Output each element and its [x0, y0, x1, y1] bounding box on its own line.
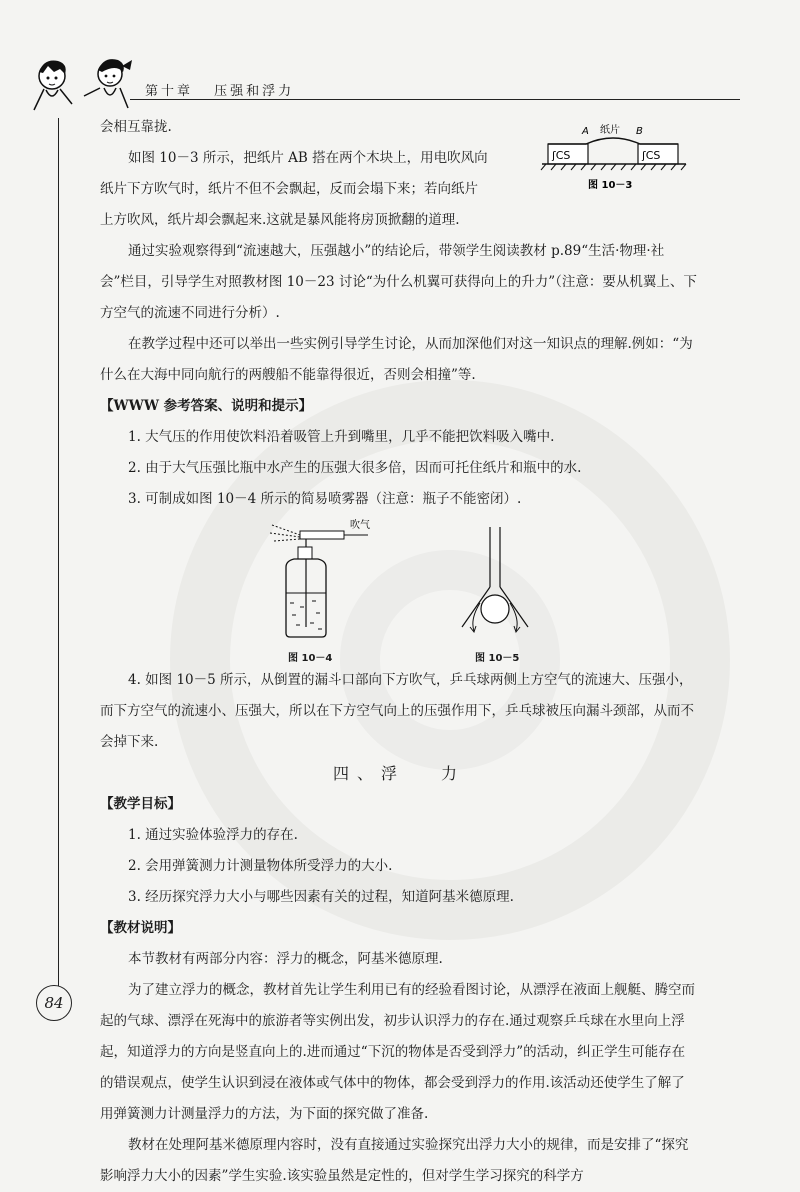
fig3-label-b: B: [636, 126, 643, 137]
margin-rule: [58, 118, 59, 1017]
chapter-title: 压强和浮力: [214, 84, 295, 99]
paragraph-3: 在教学过程中还可以举出一些实例引导学生讨论，从而加深他们对这一知识点的理解.例如：“为什么在大海中同向航行的两艘船不能靠得很近，否则会相撞”等.: [100, 336, 693, 383]
fig4-caption: 图 10－4: [288, 653, 333, 664]
www-heading: 【WWW 参考答案、说明和提示】: [100, 398, 313, 414]
material-heading: 【教材说明】: [100, 920, 181, 936]
material-paragraph-1: 本节教材有两部分内容：浮力的概念，阿基米德原理.: [128, 951, 443, 967]
answer-2: 2. 由于大气压强比瓶中水产生的压强大很多倍，因而可托住纸片和瓶中的水.: [128, 460, 582, 476]
goal-1: 1. 通过实验体验浮力的存在.: [128, 827, 298, 843]
chapter-number: 第十章: [145, 84, 194, 99]
fig3-label-a: A: [582, 126, 589, 137]
material-paragraph-2: 为了建立浮力的概念，教材首先让学生利用已有的经验看图讨论，从漂浮在液面上舰艇、腾空而起的气球、漂浮在死海中的旅游者等实例出发，初步认识浮力的存在.通过观察乒乓球在水里向上浮起，知道浮力的方向是竖直向上的.进而通过“下沉的物体是否受到浮力”的活动，纠正学生可能存在的错误观点，使学生认识到浸在液体或气体中的物体，都会受到浮力的作用.该活动还使学生了解了用弹簧测力计测量浮力的方法，为下面的探究做了准备.: [100, 982, 695, 1122]
answer-1: 1. 大气压的作用使饮料沿着吸管上升到嘴里，几乎不能把饮料吸入嘴中.: [128, 429, 555, 445]
answer-3: 3. 可制成如图 10－4 所示的简易喷雾器（注意：瓶子不能密闭）.: [128, 491, 522, 507]
section-title: [100, 758, 698, 789]
page-body: [100, 112, 698, 1192]
running-header: [145, 80, 294, 99]
paragraph-2: 通过实验观察得到“流速越大，压强越小”的结论后，带领学生阅读教材 p.89“生活·物理·社会”栏目，引导学生对照教材图 10－23 讨论“为什么机翼可获得向上的升力”（注意：要从机翼上、下方空气的流速不同进行分析）.: [100, 243, 697, 321]
fig3-label-paper: 纸片: [600, 125, 620, 136]
figure-row: [100, 515, 698, 665]
page-number: 84: [36, 985, 72, 1021]
material-paragraph-3: 教材在处理阿基米德原理内容时，没有直接通过实验探究出浮力大小的规律，而是安排了“探究影响浮力大小的因素”学生实验.该实验虽然是定性的，但对学生学习探究的科学方: [100, 1137, 689, 1184]
answer-4: 4. 如图 10－5 所示，从倒置的漏斗口部向下方吹气，乒乓球两侧上方空气的流速大、压强小，而下方空气的流速小、压强大，所以在下方空气向上的压强作用下，乒乓球被压向漏斗颈部，从而不会掉下来.: [100, 672, 694, 750]
goal-3: 3. 经历探究浮力大小与哪些因素有关的过程，知道阿基米德原理.: [128, 889, 514, 905]
paragraph-1-line-3: 上方吹风，纸片却会飘起来.这就是暴风能将房顶掀翻的道理.: [100, 212, 460, 228]
section-title-right: 力: [441, 764, 466, 783]
paragraph-1-line-1: 如图 10－3 所示，把纸片 AB 搭在两个木块上，用电吹风向: [128, 150, 488, 166]
svg-text:ʃCS: ʃCS: [552, 149, 571, 162]
section-title-left: 四、浮: [332, 764, 405, 783]
paragraph-0: 会相互靠拢.: [100, 119, 172, 135]
fig3-caption: 图 10－3: [588, 180, 633, 191]
fig5-caption: 图 10－5: [475, 653, 520, 664]
svg-text:ʃCS: ʃCS: [642, 149, 661, 162]
goal-2: 2. 会用弹簧测力计测量物体所受浮力的大小.: [128, 858, 393, 874]
header-rule: [130, 99, 740, 100]
fig4-label-blow: 吹气: [350, 520, 370, 531]
goals-heading: 【教学目标】: [100, 796, 181, 812]
paragraph-1-line-2: 纸片下方吹气时，纸片不但不会飘起，反而会塌下来；若向纸片: [100, 181, 478, 197]
